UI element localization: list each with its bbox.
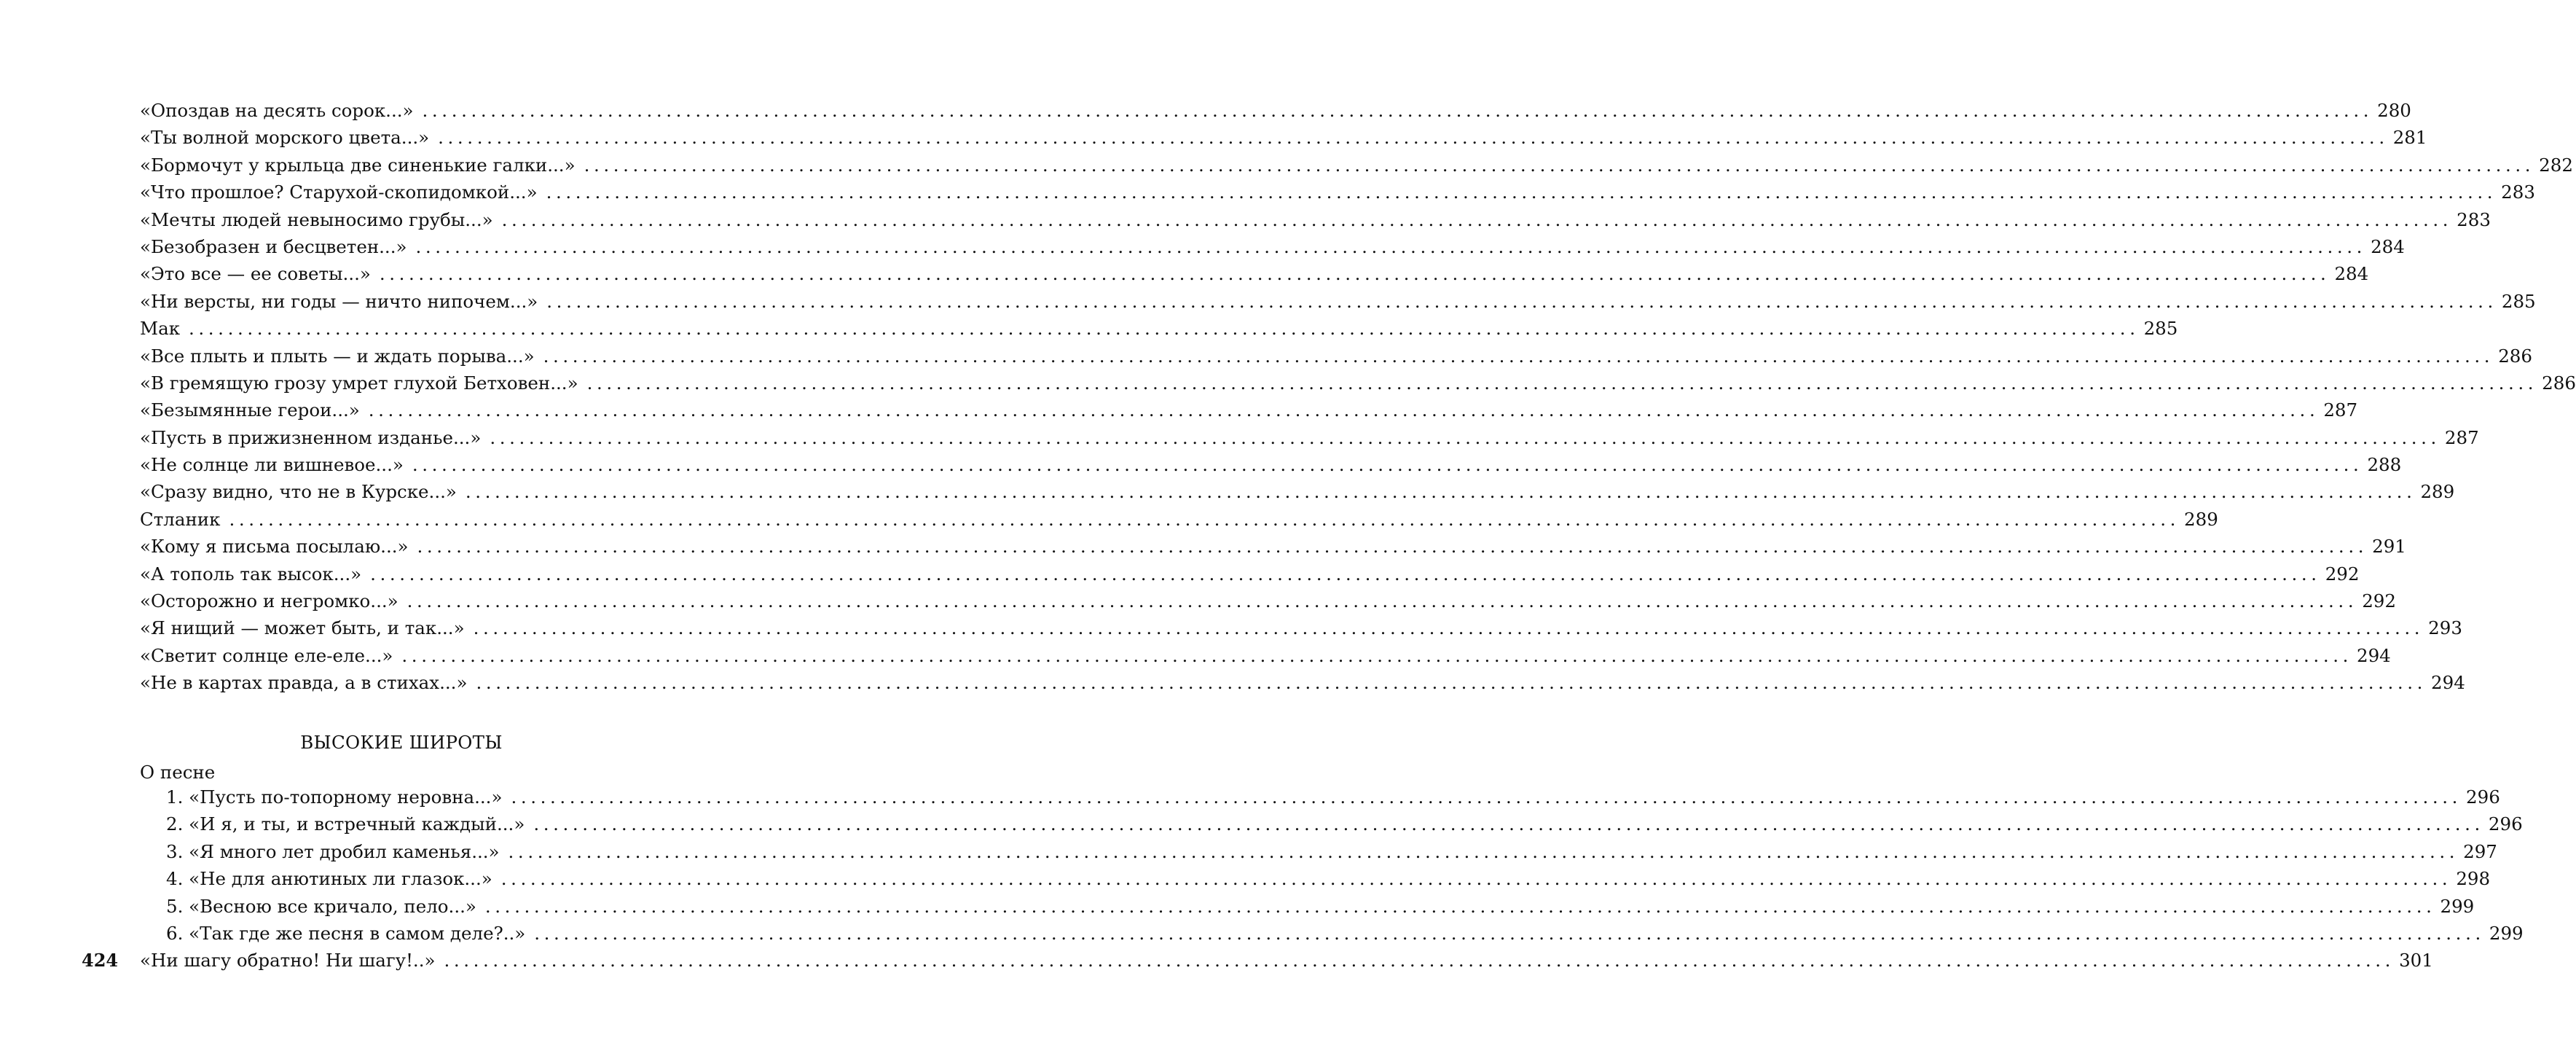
toc-entry <box>140 396 2358 423</box>
entry-title: 5. «Весною все кричало, пело...» <box>166 895 476 917</box>
entry-page-number: 293 <box>2428 617 2462 639</box>
dot-leader: ........................................................................................................................................................................................................ <box>476 672 2427 694</box>
toc-entry <box>140 179 2535 206</box>
dot-leader: ........................................................................................................................................................................................................ <box>229 508 2180 530</box>
toc-entry <box>140 370 2576 396</box>
dot-leader: ........................................................................................................................................................................................................ <box>511 786 2462 808</box>
dot-leader: ........................................................................................................................................................................................................ <box>407 590 2358 612</box>
entry-page-number: 283 <box>2501 181 2535 203</box>
entry-page-number: 292 <box>2362 590 2396 612</box>
dot-leader: ........................................................................................................................................................................................................ <box>584 154 2535 176</box>
entry-page-number: 280 <box>2377 100 2411 121</box>
toc-entry <box>140 152 2573 179</box>
entry-page-number: 284 <box>2334 263 2369 285</box>
entry-title: «Пусть в прижизненном изданье...» <box>140 426 482 448</box>
toc-entry <box>140 288 2536 315</box>
dot-leader: ........................................................................................................................................................................................................ <box>484 895 2436 917</box>
dot-leader: ........................................................................................................................................................................................................ <box>401 644 2352 666</box>
dot-leader: ........................................................................................................................................................................................................ <box>508 840 2459 862</box>
entry-page-number: 292 <box>2325 563 2360 585</box>
entry-page-number: 286 <box>2498 345 2532 367</box>
dot-leader: ........................................................................................................................................................................................................ <box>370 563 2321 585</box>
entry-page-number: 283 <box>2457 208 2491 230</box>
dot-leader: ........................................................................................................................................................................................................ <box>444 950 2395 972</box>
toc-sub-entry <box>140 783 2500 810</box>
dot-leader: ........................................................................................................................................................................................................ <box>533 813 2484 835</box>
entry-page-number: 294 <box>2431 672 2465 694</box>
dot-leader: ........................................................................................................................................................................................................ <box>465 481 2416 503</box>
toc-list <box>140 97 2576 697</box>
entry-title: «Бормочут у крыльца две синенькие галки...» <box>140 154 576 176</box>
entry-title: Стланик <box>140 508 221 530</box>
entry-page-number: 299 <box>2489 922 2524 944</box>
entry-title: 3. «Я много лет дробил каменья...» <box>166 840 500 862</box>
entry-title: «Сразу видно, что не в Курске...» <box>140 481 457 503</box>
toc-entry <box>140 587 2396 614</box>
dot-leader: ........................................................................................................................................................................................................ <box>412 454 2363 476</box>
entry-page-number: 282 <box>2539 154 2573 176</box>
entry-page-number: 286 <box>2542 372 2576 394</box>
entry-page-number: 289 <box>2420 481 2455 503</box>
toc-entry <box>140 124 2427 151</box>
dot-leader: ........................................................................................................................................................................................................ <box>415 235 2367 257</box>
entry-title: «Все плыть и плыть — и ждать порыва...» <box>140 345 535 367</box>
entry-page-number: 289 <box>2184 508 2218 530</box>
entry-title: 4. «Не для анютиных ли глазок...» <box>166 868 492 890</box>
entry-page-number: 294 <box>2357 644 2391 666</box>
dot-leader: ........................................................................................................................................................................................................ <box>490 426 2440 448</box>
dot-leader: ........................................................................................................................................................................................................ <box>534 922 2485 944</box>
toc-entry <box>140 315 2178 342</box>
entry-page-number: 296 <box>2466 786 2500 808</box>
dot-leader: ........................................................................................................................................................................................................ <box>379 263 2330 285</box>
entry-title: «Опоздав на десять сорок...» <box>140 100 414 121</box>
entry-title: «Ни шагу обратно! Ни шагу!..» <box>140 950 436 972</box>
entry-title: «Безымянные герои...» <box>140 399 360 421</box>
dot-leader: ........................................................................................................................................................................................................ <box>543 345 2494 367</box>
entry-page-number: 298 <box>2456 868 2491 890</box>
toc-entry <box>140 947 2433 974</box>
dot-leader: ........................................................................................................................................................................................................ <box>422 100 2373 121</box>
entry-title: «Что прошлое? Старухой-скопидомкой...» <box>140 181 538 203</box>
entry-title: «Мечты людей невыносимо грубы...» <box>140 208 493 230</box>
entry-page-number: 281 <box>2392 127 2427 149</box>
toc-entry <box>140 669 2465 696</box>
toc-entry <box>140 233 2405 260</box>
entry-page-number: 296 <box>2488 813 2523 835</box>
toc-entry <box>140 506 2218 533</box>
dot-leader: ........................................................................................................................................................................................................ <box>473 617 2424 639</box>
toc-sub-entry <box>140 810 2523 837</box>
entry-title: «Я нищий — может быть, и так...» <box>140 617 465 639</box>
entry-title: «Не в картах правда, а в стихах...» <box>140 672 468 694</box>
toc-sub-entry <box>140 838 2497 865</box>
dot-leader: ........................................................................................................................................................................................................ <box>368 399 2320 421</box>
toc-entry <box>140 533 2406 560</box>
toc-sub-entry <box>140 920 2524 947</box>
entry-page-number: 299 <box>2440 895 2475 917</box>
entry-title: «Ты волной морского цвета...» <box>140 127 430 149</box>
entry-title: «Светит солнце еле-еле...» <box>140 644 393 666</box>
toc-sub-entry <box>140 865 2491 892</box>
toc-entry <box>140 343 2532 370</box>
page-number: 424 <box>82 950 119 971</box>
dot-leader: ........................................................................................................................................................................................................ <box>586 372 2538 394</box>
entry-page-number: 291 <box>2372 536 2406 558</box>
section-heading: ВЫСОКИЕ ШИРОТЫ <box>300 732 503 753</box>
toc-entry <box>140 642 2391 669</box>
toc-entry <box>140 451 2402 478</box>
entry-title: «Ни версты, ни годы — ничто нипочем...» <box>140 290 538 312</box>
dot-leader: ........................................................................................................................................................................................................ <box>417 536 2368 558</box>
toc-sub-entry <box>140 893 2475 920</box>
toc-entry <box>140 97 2411 124</box>
toc-entry <box>140 424 2479 451</box>
dot-leader: ........................................................................................................................................................................................................ <box>438 127 2389 149</box>
dot-leader: ........................................................................................................................................................................................................ <box>189 318 2140 340</box>
toc-entry <box>140 614 2462 641</box>
entry-page-number: 285 <box>2501 290 2536 312</box>
toc-entry <box>140 206 2491 233</box>
entry-title: 2. «И я, и ты, и встречный каждый...» <box>166 813 525 835</box>
entry-page-number: 285 <box>2143 318 2178 340</box>
entry-title: «Это все — ее советы...» <box>140 263 371 285</box>
dot-leader: ........................................................................................................................................................................................................ <box>546 181 2497 203</box>
toc-entry <box>140 478 2455 505</box>
dot-leader: ........................................................................................................................................................................................................ <box>501 208 2453 230</box>
entry-title: «Осторожно и негромко...» <box>140 590 398 612</box>
entry-page-number: 287 <box>2444 426 2479 448</box>
entry-title: 6. «Так где же песня в самом деле?..» <box>166 922 526 944</box>
entry-title: «Кому я письма посылаю...» <box>140 536 409 558</box>
section-toc-list <box>140 783 2524 974</box>
entry-page-number: 288 <box>2367 454 2402 476</box>
entry-page-number: 301 <box>2399 950 2433 972</box>
dot-leader: ........................................................................................................................................................................................................ <box>500 868 2452 890</box>
entry-title: «В гремящую грозу умрет глухой Бетховен...» <box>140 372 578 394</box>
entry-title: «Не солнце ли вишневое...» <box>140 454 404 476</box>
entry-title: «А тополь так высок...» <box>140 563 362 585</box>
entry-title: «Безобразен и бесцветен...» <box>140 235 407 257</box>
entry-title: 1. «Пусть по-топорному неровна...» <box>166 786 503 808</box>
entry-page-number: 297 <box>2463 840 2497 862</box>
group-label: О песне <box>140 762 216 783</box>
entry-page-number: 284 <box>2371 235 2405 257</box>
entry-title: Мак <box>140 318 181 340</box>
toc-entry <box>140 260 2369 287</box>
entry-page-number: 287 <box>2323 399 2358 421</box>
toc-entry <box>140 560 2360 587</box>
dot-leader: ........................................................................................................................................................................................................ <box>546 290 2497 312</box>
